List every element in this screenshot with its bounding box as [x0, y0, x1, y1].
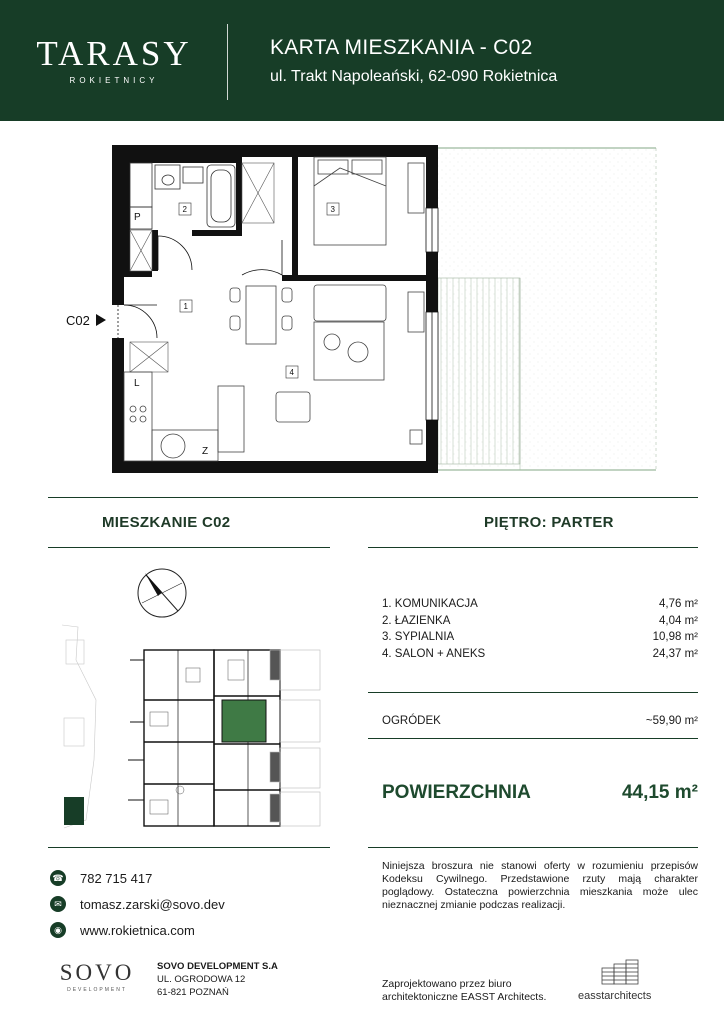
easst-logo: easstarchitects [578, 990, 652, 1002]
room-row [382, 648, 698, 665]
total-area-label: POWIERZCHNIA [382, 782, 531, 803]
room-number-4: 4 [289, 368, 294, 377]
room-name: 4. SALON + ANEKS [382, 647, 486, 660]
room-area: 24,37 m² [652, 647, 698, 660]
easst-logo-icon [600, 958, 644, 986]
divider-top [48, 497, 698, 498]
windows [426, 208, 438, 420]
living-furniture [218, 285, 424, 452]
room-name: 2. ŁAZIENKA [382, 614, 451, 627]
email-icon: ✉ [50, 896, 66, 912]
garden-row [382, 715, 698, 727]
developer-city: 61-821 POZNAŃ [157, 987, 229, 998]
entrance-arrow-icon [96, 314, 106, 326]
terrace-deck [438, 278, 520, 464]
divider-bottom-right [368, 847, 698, 848]
email-address: tomasz.zarski@sovo.dev [80, 896, 225, 912]
disclaimer: Niniejsza broszura nie stanowi oferty w rozumieniu przepisów Kodeksu Cywilnego. Przedstawione rzuty mają charakter poglądowy. Ostateczna powierzchnia mieszkania może ulec nieznacznej zmianie podczas realizacji. [382, 860, 698, 911]
floor-plan [0, 130, 724, 490]
developer-name: SOVO DEVELOPMENT S.A [157, 961, 278, 972]
fridge-label: L [134, 378, 140, 389]
room-number-2: 2 [182, 205, 187, 214]
interior-walls [124, 157, 426, 281]
room-area: 4,76 m² [659, 598, 698, 610]
room-name: 1. KOMUNIKACJA [382, 598, 478, 610]
tarasy-logo: TARASY [36, 34, 192, 73]
floor-label: PIĘTRO: PARTER [484, 514, 614, 531]
doors [118, 236, 282, 338]
room-number-1: 1 [183, 302, 188, 311]
divider-right [368, 547, 698, 548]
contact-phone[interactable] [50, 870, 152, 886]
sovo-logo: SOVO [59, 960, 135, 985]
tarasy-logo-sub: ROKIETNICY [69, 76, 159, 85]
divider-garden [368, 738, 698, 739]
entrance-label: C02 [66, 313, 90, 328]
room-badges [179, 203, 339, 378]
phone-number: 782 715 417 [80, 870, 153, 886]
garden-name: OGRÓDEK [382, 715, 441, 727]
exterior-walls [112, 145, 438, 473]
bedroom-furniture [314, 157, 424, 245]
garden-area: ~59,90 m² [645, 715, 698, 727]
total-area-value: 44,15 m² [621, 782, 698, 803]
website-url: www.rokietnica.com [80, 922, 195, 938]
bathroom-fixtures [130, 163, 235, 229]
divider-bottom-left [48, 847, 330, 848]
pantry-label: P [134, 212, 141, 223]
developer-info [157, 960, 278, 999]
address: ul. Trakt Napoleański, 62-090 Rokietnica [270, 68, 558, 85]
developer-street: UL. OGRODOWA 12 [157, 974, 246, 985]
fixture-labels [134, 212, 208, 457]
phone-icon: ☎ [50, 870, 66, 886]
room-row [382, 631, 698, 648]
room-row [382, 615, 698, 632]
architect-credit: Zaprojektowano przez biuro architektoniczne EASST Architects. [382, 978, 547, 1003]
room-area: 4,04 m² [659, 614, 698, 627]
page-title: KARTA MIESZKANIA - C02 [270, 36, 533, 59]
total-area-row [382, 782, 698, 804]
compass-icon [138, 569, 186, 617]
site-marker [64, 797, 84, 825]
divider-left [48, 547, 330, 548]
contact-email[interactable] [50, 896, 225, 912]
room-name: 3. SYPIALNIA [382, 631, 455, 643]
apartment-highlight [222, 700, 266, 742]
room-list [382, 598, 698, 664]
garden-plots [270, 650, 320, 826]
room-area: 10,98 m² [652, 631, 698, 643]
header-banner [0, 0, 724, 121]
divider-rooms [368, 692, 698, 693]
apartment-label: MIESZKANIE C02 [102, 514, 231, 531]
room-row [382, 598, 698, 615]
room-number-3: 3 [330, 205, 335, 214]
washer-label: Z [202, 446, 209, 457]
contact-website[interactable] [50, 922, 195, 938]
site-plan [54, 560, 344, 840]
sovo-logo-sub: DEVELOPMENT [67, 987, 127, 993]
header-divider [227, 24, 228, 100]
globe-icon: ◉ [50, 922, 66, 938]
